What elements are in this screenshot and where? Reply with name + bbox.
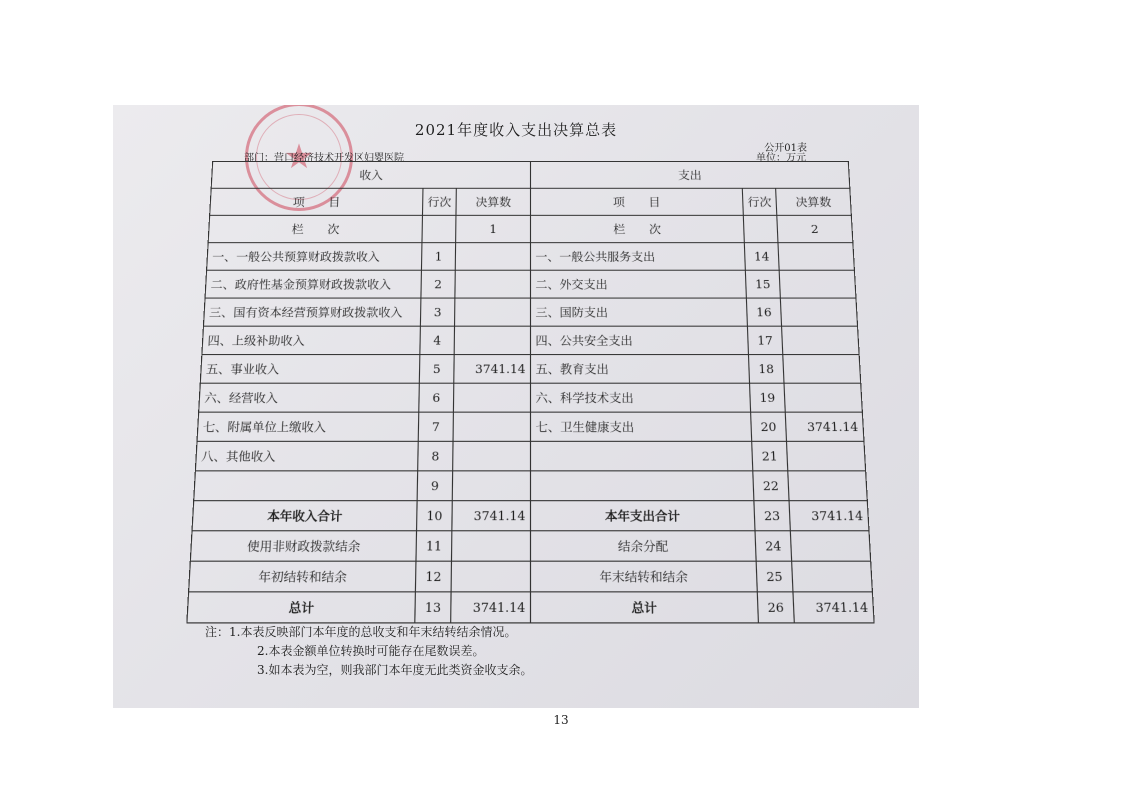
expense-amount-cell [778,243,854,271]
expense-column-blank [743,215,778,242]
note-line: 2.本表金额单位转换时可能存在尾数误差。 [257,644,485,658]
page-number: 13 [553,713,569,727]
expense-amount-cell [779,270,856,298]
expense-summary-label: 结余分配 [531,531,757,561]
income-amount-cell [455,270,531,298]
expense-amount-cell [786,441,865,471]
income-amount-cell [453,383,530,412]
income-amount-cell [451,561,530,592]
expense-amount-cell [788,471,868,501]
section-header-row [211,161,850,188]
expense-amount-cell: 3741.14 [789,501,869,531]
income-summary-label: 使用非财政拨款结余 [190,531,416,561]
income-item-cell: 八、其他收入 [195,441,418,471]
table-row [203,298,857,326]
expense-header: 支出 [531,161,850,188]
income-row-number: 6 [419,383,454,412]
expense-item-cell: 四、公共安全支出 [531,326,749,354]
income-row-number: 1 [421,243,455,271]
expense-amount-cell [784,383,862,412]
summary-row [187,592,874,623]
income-row-number: 8 [418,441,453,471]
income-amount-cell [453,441,531,471]
income-summary-label: 本年收入合计 [192,501,417,531]
income-column-number: 1 [456,215,531,242]
summary-row [192,501,869,531]
summary-row [190,531,870,561]
income-item-cell: 二、政府性基金预算财政拨款收入 [205,270,421,298]
income-row-number: 9 [417,471,453,501]
income-column-label: 栏 次 [208,215,422,242]
seal-star-icon: ★ [283,137,315,177]
expense-item-cell: 二、外交支出 [531,270,747,298]
income-amount-header: 决算数 [456,188,531,215]
income-amount-cell [451,531,530,561]
income-row-header: 行次 [422,188,456,215]
table-row [194,471,868,501]
column-header-row [210,188,852,215]
income-item-cell: 五、事业收入 [200,355,420,384]
income-row-number: 13 [415,592,451,623]
expense-amount-cell [783,355,861,384]
income-item-cell: 一、一般公共预算财政拨款收入 [207,243,422,271]
expense-amount-cell: 3741.14 [793,592,874,623]
expense-row-number: 25 [756,561,793,592]
income-item-cell [194,471,418,501]
department-label: 部门：营口经济技术开发区妇婴医院 [244,153,404,164]
income-summary-label: 年初结转和结余 [189,561,416,592]
income-summary-label: 总计 [187,592,416,623]
income-row-number: 12 [415,561,451,592]
income-item-cell: 六、经营收入 [199,383,420,412]
income-row-number: 4 [420,326,455,354]
income-amount-cell [455,243,530,271]
income-column-blank [422,215,456,242]
photographed-page [113,105,919,708]
table-row [195,441,865,471]
income-row-number: 7 [418,412,453,441]
income-row-number: 3 [420,298,454,326]
income-header: 收入 [211,161,530,188]
unit-label: 单位：万元 [756,153,806,164]
expense-column-number: 2 [777,215,853,242]
income-item-cell: 三、国有资本经营预算财政拨款收入 [203,298,420,326]
table-row [199,383,863,412]
expense-item-cell: 一、一般公共服务支出 [531,243,746,271]
expense-row-number: 15 [745,270,780,298]
expense-item-cell: 五、教育支出 [531,355,750,384]
income-amount-cell: 3741.14 [451,592,531,623]
income-amount-cell [454,326,530,354]
expense-row-number: 16 [746,298,781,326]
table-row [197,412,864,441]
expense-amount-cell [792,561,873,592]
income-amount-cell [453,412,530,441]
expense-column-label: 栏 次 [531,215,745,242]
expense-item-cell: 六、科学技术支出 [531,383,751,412]
table-row [202,326,859,354]
income-amount-cell [452,471,530,501]
income-item-cell: 七、附属单位上缴收入 [197,412,419,441]
expense-amount-cell [780,298,857,326]
expense-summary-label: 年末结转和结余 [531,561,758,592]
income-amount-cell: 3741.14 [454,355,531,384]
expense-row-header: 行次 [742,188,776,215]
expense-amount-cell: 3741.14 [785,412,864,441]
form-code: 公开01表 [764,143,807,154]
expense-item-header: 项 目 [531,188,744,215]
note-line: 3.如本表为空，则我部门本年度无此类资金收支余。 [257,663,533,677]
income-amount-cell: 3741.14 [452,501,531,531]
notes-block [205,623,532,680]
table-row [205,270,856,298]
expense-row-number: 17 [747,326,782,354]
column-number-row [208,215,853,242]
expense-row-number: 21 [752,441,788,471]
expense-amount-cell [790,531,870,561]
income-row-number: 11 [416,531,452,561]
expense-amount-header: 决算数 [776,188,852,215]
expense-row-number: 22 [753,471,789,501]
expense-summary-label: 总计 [531,592,759,623]
table-row [207,243,855,271]
expense-amount-cell [782,326,860,354]
income-item-cell: 四、上级补助收入 [202,326,421,354]
expense-summary-label: 本年支出合计 [531,501,756,531]
table-row [200,355,860,384]
expense-row-number: 23 [754,501,790,531]
expense-row-number: 26 [757,592,794,623]
expense-row-number: 18 [748,355,784,384]
document-title: 2021年度收入支出决算总表 [414,121,618,139]
expense-row-number: 14 [744,243,779,271]
expense-item-cell [531,471,754,501]
expense-item-cell [531,441,753,471]
expense-row-number: 24 [755,531,792,561]
summary-row [189,561,873,592]
income-expense-table [186,161,874,623]
expense-row-number: 19 [750,383,786,412]
income-item-header: 项 目 [210,188,423,215]
income-row-number: 5 [419,355,454,384]
income-row-number: 10 [417,501,453,531]
income-amount-cell [455,298,531,326]
income-row-number: 2 [421,270,455,298]
expense-item-cell: 七、卫生健康支出 [531,412,752,441]
expense-item-cell: 三、国防支出 [531,298,748,326]
note-line: 注：1.本表反映部门本年度的总收支和年末结转结余情况。 [205,625,517,639]
expense-row-number: 20 [751,412,787,441]
